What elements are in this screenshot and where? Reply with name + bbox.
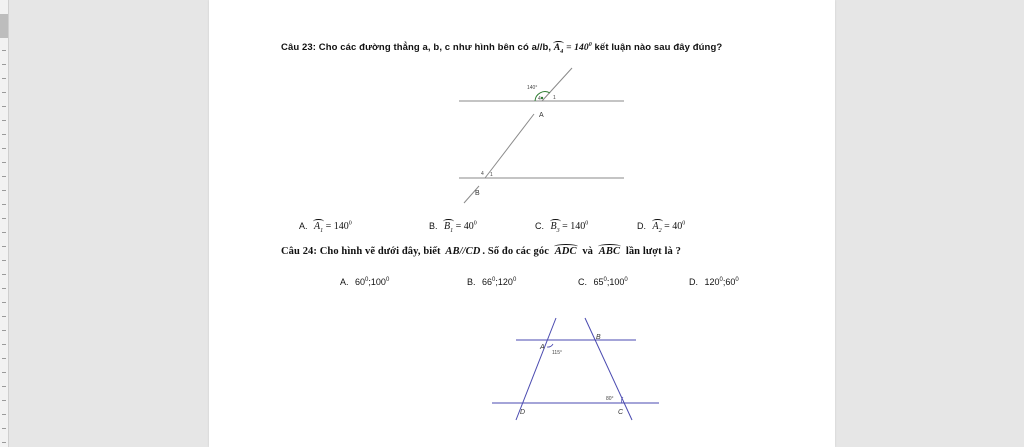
ruler-tick (2, 414, 6, 415)
ruler-tick (2, 330, 6, 331)
q23-prefix: Câu 23: (281, 42, 317, 54)
q24-and: và (582, 246, 594, 257)
document-page (209, 0, 835, 447)
ruler-tick (2, 162, 6, 163)
q24-figure (489, 314, 669, 424)
ruler-tick (2, 246, 6, 247)
q24-angle-adc: ADC (554, 246, 577, 257)
q23-text-before: Cho các đường thẳng a, b, c như hình bên có a//b, (318, 42, 552, 54)
q24-option-d[interactable]: D. $120^0;60^0$ (689, 277, 739, 287)
ruler-tick (2, 176, 6, 177)
fig1-label-a: A (539, 112, 544, 119)
fig2-angle-a: 115° (552, 350, 562, 356)
ruler-tick (2, 106, 6, 107)
ruler-tick (2, 344, 6, 345)
ruler-tick (2, 120, 6, 121)
ruler-tick (2, 400, 6, 401)
ruler-tick (2, 204, 6, 205)
q23-option-c[interactable]: C. $B_3 = 140^0$ (535, 221, 589, 235)
vertical-ruler (0, 0, 9, 447)
ruler-tick (2, 78, 6, 79)
q24-angle-abc: ABC (598, 246, 621, 257)
line-ad (516, 318, 556, 420)
q23-figure (457, 64, 627, 210)
ruler-tick (2, 428, 6, 429)
q24-text-mid: . Số đo các góc (482, 246, 549, 257)
q23-option-b[interactable]: B. $B_1 = 40^0$ (429, 221, 477, 235)
q24-option-a[interactable]: A. $60^0;100^0$ (340, 277, 390, 287)
fig2-angle-c: 80° (606, 396, 614, 402)
ruler-tick (2, 316, 6, 317)
ruler-tick (2, 274, 6, 275)
q23-option-d[interactable]: D. $A_2 = 40^0$ (637, 221, 686, 235)
q24-text-before: Cho hình vẽ dưới đây, biết (319, 246, 441, 257)
line-c-middle (485, 114, 534, 178)
ruler-tick (2, 218, 6, 219)
ruler-tick (2, 50, 6, 51)
ruler-tick (2, 190, 6, 191)
fig1-num-4b: 4 (481, 171, 484, 177)
fig2-label-d: D (520, 409, 526, 416)
ruler-tick (2, 260, 6, 261)
ruler-tick (2, 134, 6, 135)
ruler-tick (2, 232, 6, 233)
ruler-tick (2, 92, 6, 93)
line-c-upper (542, 68, 572, 101)
ruler-handle[interactable] (0, 14, 8, 38)
q23-degree: 0 (588, 42, 592, 48)
fig1-label-b: B (475, 190, 480, 197)
fig1-num-1b: 1 (490, 172, 493, 178)
ruler-tick (2, 64, 6, 65)
ruler-tick (2, 302, 6, 303)
ruler-tick (2, 372, 6, 373)
fig1-angle-label: 140° (527, 85, 538, 91)
line-bc (585, 318, 632, 420)
ruler-tick (2, 148, 6, 149)
q24-parallel: AB//CD (445, 246, 481, 257)
ruler-tick (2, 358, 6, 359)
q24-option-b[interactable]: B. $66^0;120^0$ (467, 277, 517, 287)
fig2-label-c: C (618, 409, 624, 416)
angle-arc-a2 (547, 344, 553, 347)
q24-option-c[interactable]: C. $65^0;100^0$ (578, 277, 628, 287)
q23-option-a[interactable]: A. $A_1 = 140^0$ (299, 221, 352, 235)
ruler-tick (2, 442, 6, 443)
question-23 (281, 42, 722, 55)
q24-text-after: lần lượt là ? (625, 246, 681, 257)
q23-angle-value: = 140 (566, 43, 589, 54)
q23-angle: $A_4$ (553, 43, 564, 56)
fig1-num-4: 4 (538, 96, 541, 102)
ruler-tick (2, 386, 6, 387)
question-24 (281, 246, 681, 257)
q24-prefix: Câu 24: (281, 246, 317, 257)
ruler-tick (2, 288, 6, 289)
fig1-num-1: 1 (553, 95, 556, 101)
fig2-label-b: B (596, 334, 601, 341)
fig2-label-a: A (540, 344, 545, 351)
q23-text-after: kết luận nào sau đây đúng? (594, 42, 723, 54)
